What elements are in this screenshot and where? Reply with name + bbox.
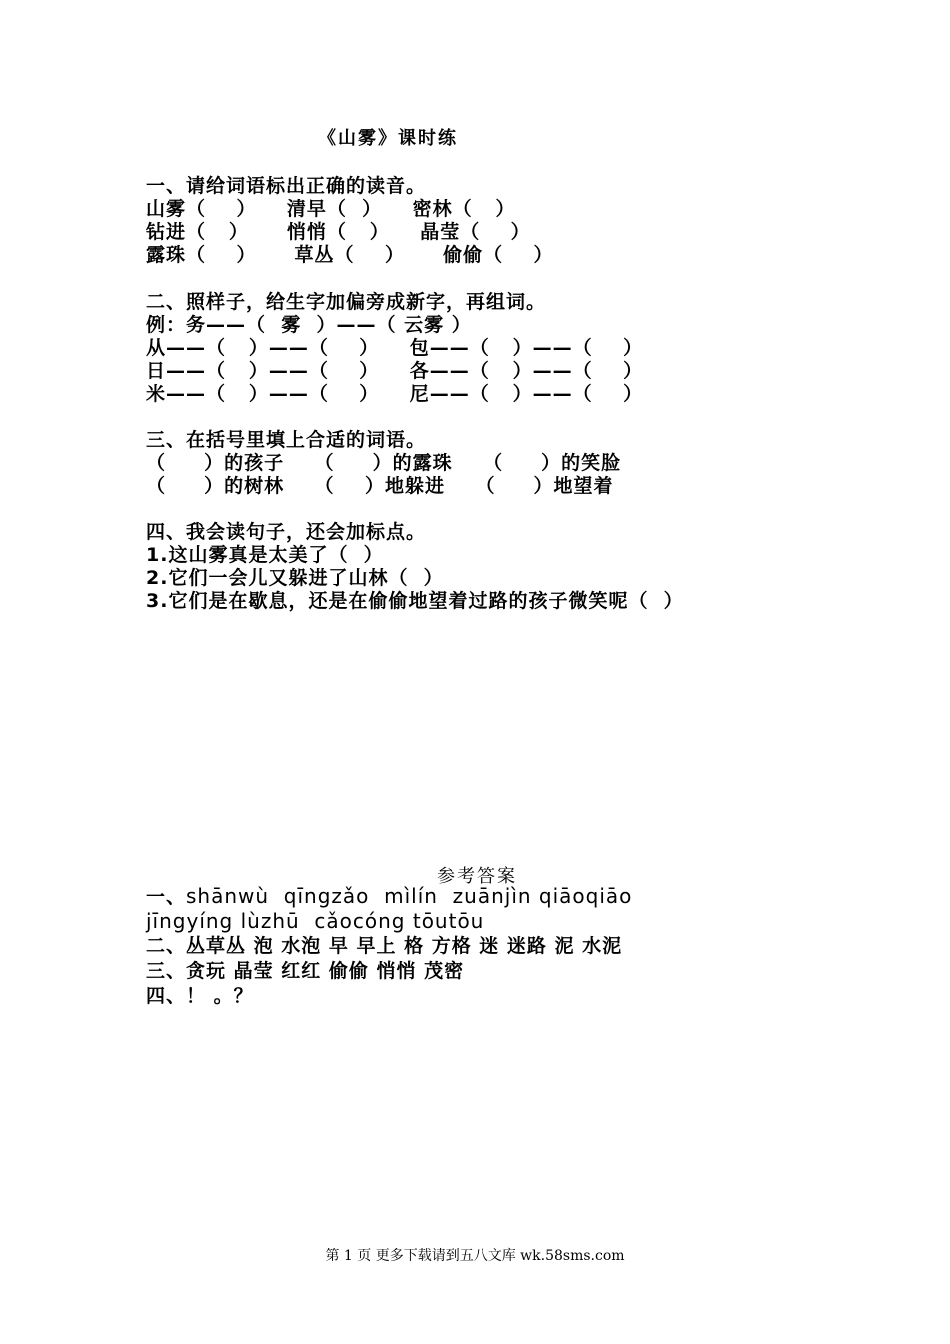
section-2-row: 从——（ ）——（ ） 包——（ ）——（ ）	[146, 337, 644, 359]
answer-pinyin: shānwù qīngzǎo mìlín zuānjìn qiāoqiāo	[186, 884, 633, 908]
section-2-heading: 二、照样子，给生字加偏旁成新字，再组词。	[146, 291, 547, 313]
section-2-row: 日——（ ）——（ ） 各——（ ）——（ ）	[146, 360, 644, 382]
section-3-row: （ ）的孩子 （ ）的露珠 （ ）的笑脸	[146, 452, 622, 474]
page-title: 《山雾》课时练	[318, 128, 458, 149]
section-1-row: 露珠（ ） 草丛（ ） 偷偷（ ）	[146, 244, 554, 266]
section-4-sentence: 1.这山雾真是太美了（ ）	[146, 544, 384, 566]
answer-line-1	[146, 884, 632, 909]
section-2-example: 例：务——（ 雾 ）——（ 云雾 ）	[146, 314, 472, 336]
section-2-row: 米——（ ）——（ ） 尼——（ ）——（ ）	[146, 383, 644, 405]
section-3-row: （ ）的树林 （ ）地躲进 （ ）地望着	[146, 475, 614, 497]
section-4-sentence: 3.它们是在歇息，还是在偷偷地望着过路的孩子微笑呢（ ）	[146, 590, 684, 612]
answer-line-1-prefix: 一、	[146, 886, 187, 908]
answer-heading: 参考答案	[437, 866, 517, 887]
section-4-sentence: 2.它们一会儿又躲进了山林（ ）	[146, 567, 444, 589]
section-1-heading: 一、请给词语标出正确的读音。	[146, 175, 427, 197]
page-footer: 第 1 页 更多下载请到五八文库 wk.58sms.com	[325, 1248, 625, 1264]
answer-pinyin: jīngyíng lùzhū cǎocóng tōutōu	[146, 909, 485, 933]
section-4-heading: 四、我会读句子，还会加标点。	[146, 521, 427, 543]
answer-line-5: 四、！ 。？	[146, 985, 254, 1007]
section-1-row: 钻进（ ） 悄悄（ ） 晶莹（ ）	[146, 221, 531, 243]
answer-line-3: 二、丛草丛 泡 水泡 早 早上 格 方格 迷 迷路 泥 水泥	[146, 935, 623, 957]
section-1-row: 山雾（ ） 清早（ ） 密林（ ）	[146, 198, 516, 220]
section-3-heading: 三、在括号里填上合适的词语。	[146, 429, 427, 451]
answer-line-4: 三、贪玩 晶莹 红红 偷偷 悄悄 茂密	[146, 960, 465, 982]
